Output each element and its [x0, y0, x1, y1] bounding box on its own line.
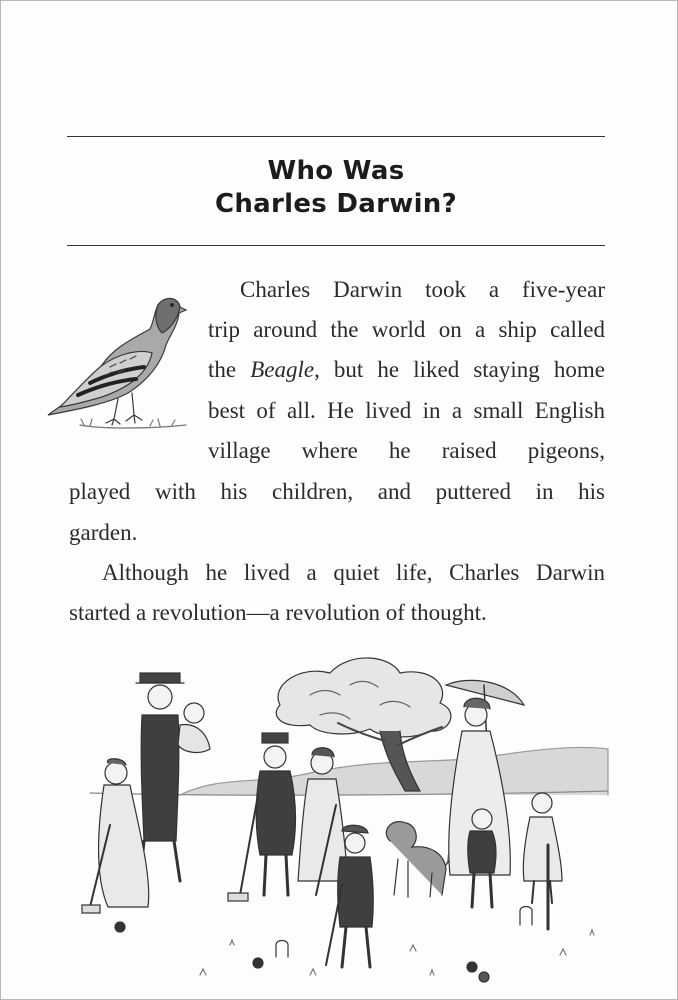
paragraph-1-line-3 — [208, 356, 605, 383]
paragraph-1-line-4: best of all. He lived in a small English — [208, 398, 605, 423]
paragraph-1-line-5: village where he raised pigeons, — [208, 438, 605, 463]
paragraph-1-line-1: Charles Darwin took a five-year — [240, 277, 605, 302]
paragraph-1-line-6: played with his children, and puttered in his — [69, 479, 605, 504]
family-croquet-illustration-icon — [80, 645, 610, 985]
paragraph-1-line-7: garden. — [69, 520, 138, 545]
paragraph-1-line-3-pre: the — [208, 357, 251, 382]
ship-name: Beagle — [250, 357, 315, 382]
pigeon-icon — [40, 283, 190, 443]
chapter-title-line-1: Who Was — [267, 156, 405, 186]
paragraph-2-line-1: Although he lived a quiet life, Charles Darwin — [102, 560, 605, 585]
chapter-title — [67, 155, 605, 221]
paragraph-2-line-2: started a revolution—a revolution of thought. — [69, 600, 487, 625]
chapter-title-line-2: Charles Darwin? — [214, 189, 457, 219]
paragraph-1-line-2: trip around the world on a ship called — [208, 317, 605, 342]
heading-rule-top — [67, 136, 605, 137]
paragraph-1-line-3-post: , but he liked staying home — [314, 357, 605, 382]
heading-rule-bottom — [67, 245, 605, 246]
